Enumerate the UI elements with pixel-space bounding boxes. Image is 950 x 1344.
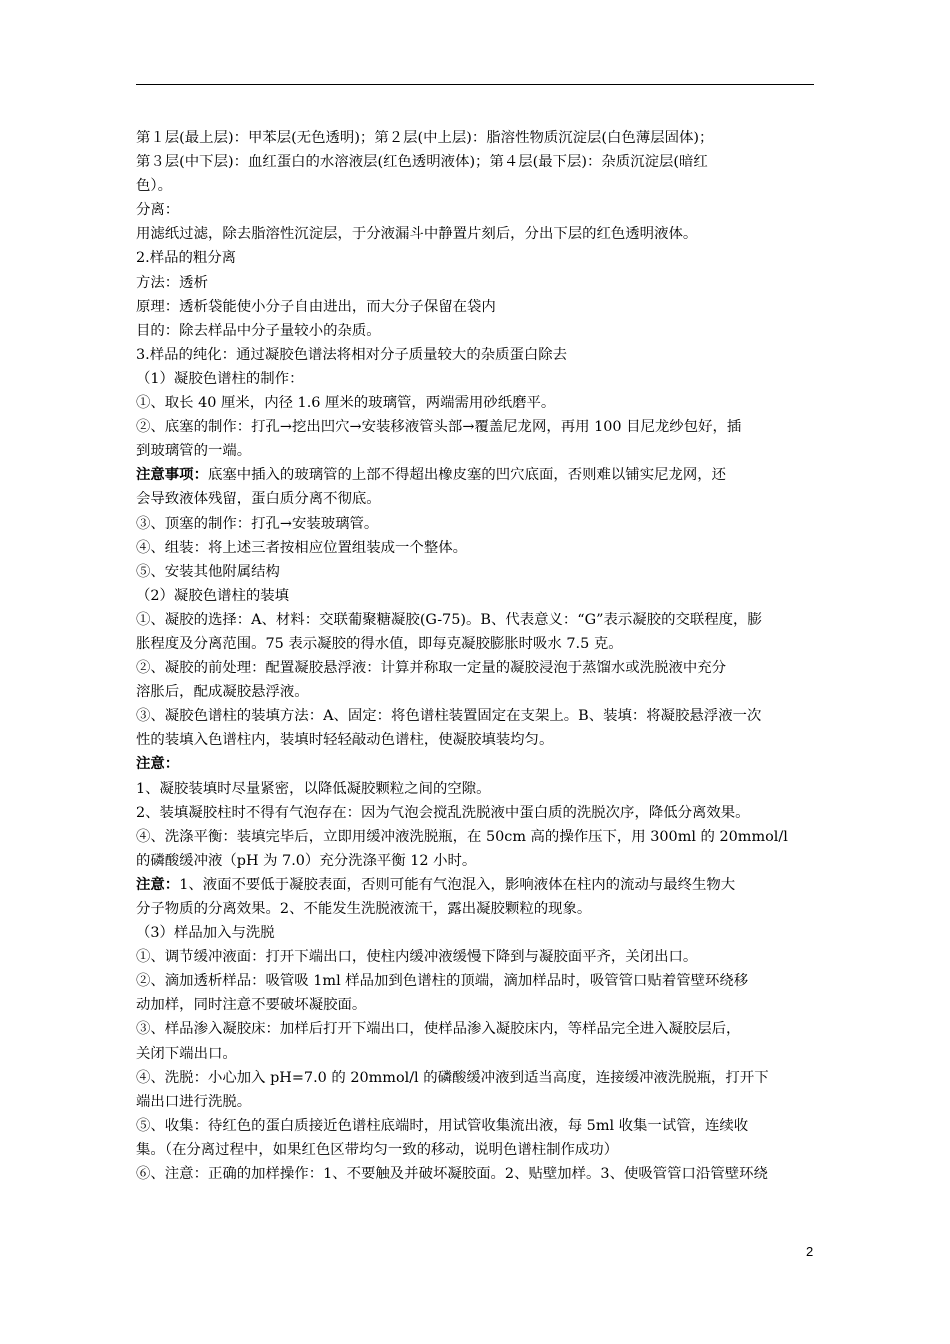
text-line <box>136 1042 816 1066</box>
text-line <box>136 367 816 391</box>
text-line <box>136 873 816 897</box>
header-rule <box>136 84 814 85</box>
line-text: 分离： <box>136 202 180 219</box>
text-line <box>136 1017 816 1041</box>
text-line <box>136 632 816 656</box>
text-line <box>136 126 816 150</box>
line-text: 分子物质的分离效果。2、不能发生洗脱液流干，露出凝胶颗粒的现象。 <box>136 901 592 917</box>
text-line <box>136 777 816 801</box>
line-text: 关闭下端出口。 <box>136 1045 237 1062</box>
text-line <box>136 391 816 415</box>
line-text: ②、滴加透析样品：吸管吸 1ml 样品加到色谱柱的顶端，滴加样品时，吸管管口贴着管壁环绕移 <box>136 973 749 990</box>
text-line <box>136 319 816 343</box>
line-text: （1）凝胶色谱柱的制作： <box>136 370 304 387</box>
line-text: ②、底塞的制作：打孔→挖出凹穴→安装移液管头部→覆盖尼龙网，再用 100 目尼龙纱包好，插 <box>136 419 742 436</box>
text-line <box>136 969 816 993</box>
bold-label: 注意事项： <box>136 466 208 484</box>
text-line <box>136 752 816 776</box>
line-text: 第３层(中下层)：血红蛋白的水溶液层(红色透明液体)；第４层(最下层)：杂质沉淀层(暗红 <box>136 154 708 171</box>
line-text: 原理：透析袋能使小分子自由进出，而大分子保留在袋内 <box>136 298 496 315</box>
text-line <box>136 656 816 680</box>
text-line <box>136 271 816 295</box>
text-line <box>136 222 816 246</box>
line-text: ①、凝胶的选择：A、材料：交联葡聚糖凝胶(G-75)。B、代表意义：“G”表示凝胶的交联程度，膨 <box>136 611 762 628</box>
line-text: 性的装填入色谱柱内，装填时轻轻敲动色谱柱，使凝胶填装均匀。 <box>136 732 554 749</box>
line-text: 会导致液体残留，蛋白质分离不彻底。 <box>136 491 381 508</box>
text-line <box>136 246 816 270</box>
bold-label: 注意： <box>136 755 180 773</box>
line-text: ②、凝胶的前处理：配置凝胶悬浮液：计算并称取一定量的凝胶浸泡于蒸馏水或洗脱液中充分 <box>136 660 727 677</box>
text-line <box>136 801 816 825</box>
line-text: 1、凝胶装填时尽量紧密，以降低凝胶颗粒之间的空隙。 <box>136 780 491 797</box>
line-text: 3.样品的纯化：通过凝胶色谱法将相对分子质量较大的杂质蛋白除去 <box>136 346 568 363</box>
text-line <box>136 1162 816 1186</box>
text-line <box>136 993 816 1017</box>
text-line <box>136 921 816 945</box>
line-text: 2、装填凝胶柱时不得有气泡存在：因为气泡会搅乱洗脱液中蛋白质的洗脱次序，降低分离效果。 <box>136 804 750 821</box>
text-line <box>136 439 816 463</box>
page-number: 2 <box>806 1244 814 1259</box>
text-line <box>136 704 816 728</box>
line-text: 底塞中插入的玻璃管的上部不得超出橡皮塞的凹穴底面，否则难以铺实尼龙网，还 <box>207 467 727 484</box>
bold-label: 注意： <box>136 875 180 893</box>
text-line <box>136 825 816 849</box>
text-line <box>136 680 816 704</box>
document-body <box>136 126 816 1186</box>
line-text: ④、组装：将上述三者按相应位置组装成一个整体。 <box>136 539 467 556</box>
line-text: ⑥、注意：正确的加样操作：1、不要触及并破坏凝胶面。2、贴壁加样。3、使吸管管口沿管壁环绕 <box>136 1166 768 1183</box>
text-line <box>136 174 816 198</box>
text-line <box>136 1066 816 1090</box>
line-text: 色）。 <box>136 178 172 195</box>
line-text: 1、液面不要低于凝胶表面，否则可能有气泡混入，影响液体在柱内的流动与最终生物大 <box>179 876 736 893</box>
text-line <box>136 198 816 222</box>
text-line <box>136 1138 816 1162</box>
line-text: 方法：透析 <box>136 274 208 291</box>
line-text: 端出口进行洗脱。 <box>136 1093 252 1110</box>
text-line <box>136 608 816 632</box>
line-text: 胀程度及分离范围。75 表示凝胶的得水值，即每克凝胶膨胀时吸水 7.5 克。 <box>136 635 623 652</box>
text-line <box>136 849 816 873</box>
text-line <box>136 560 816 584</box>
line-text: ③、顶塞的制作：打孔→安装玻璃管。 <box>136 515 379 532</box>
text-line <box>136 415 816 439</box>
line-text: ③、凝胶色谱柱的装填方法：A、固定：将色谱柱装置固定在支架上。B、装填：将凝胶悬浮液一次 <box>136 708 762 725</box>
text-line <box>136 463 816 487</box>
text-line <box>136 487 816 511</box>
text-line <box>136 536 816 560</box>
line-text: 目的：除去样品中分子量较小的杂质。 <box>136 322 381 339</box>
text-line <box>136 512 816 536</box>
line-text: 溶胀后，配成凝胶悬浮液。 <box>136 684 309 701</box>
line-text: 动加样，同时注意不要破坏凝胶面。 <box>136 997 367 1014</box>
line-text: （2）凝胶色谱柱的装填 <box>136 587 290 604</box>
text-line <box>136 343 816 367</box>
text-line <box>136 1114 816 1138</box>
line-text: 第１层(最上层)：甲苯层(无色透明)；第２层(中上层)：脂溶性物质沉淀层(白色薄层固体)； <box>136 130 714 146</box>
line-text: ④、洗涤平衡：装填完毕后，立即用缓冲液洗脱瓶，在 50cm 高的操作压下，用 300ml 的 20mmol/l <box>136 828 788 845</box>
text-line <box>136 945 816 969</box>
line-text: 2.样品的粗分离 <box>136 250 237 267</box>
line-text: （3）样品加入与洗脱 <box>136 925 275 942</box>
line-text: 用滤纸过滤，除去脂溶性沉淀层，于分液漏斗中静置片刻后，分出下层的红色透明液体。 <box>136 226 698 243</box>
text-line <box>136 897 816 921</box>
line-text: ⑤、收集：待红色的蛋白质接近色谱柱底端时，用试管收集流出液，每 5ml 收集一试管，连续收 <box>136 1117 749 1134</box>
line-text: 集。（在分离过程中，如果红色区带均匀一致的移动，说明色谱柱制作成功） <box>136 1141 619 1158</box>
line-text: ④、洗脱：小心加入 pH=7.0 的 20mmol/l 的磷酸缓冲液到适当高度，连接缓冲液洗脱瓶，打开下 <box>136 1069 769 1086</box>
line-text: 到玻璃管的一端。 <box>136 443 252 460</box>
line-text: ⑤、安装其他附属结构 <box>136 563 280 580</box>
line-text: 的磷酸缓冲液（pH 为 7.0）充分洗涤平衡 12 小时。 <box>136 852 477 869</box>
line-text: ①、取长 40 厘米，内径 1.6 厘米的玻璃管，两端需用砂纸磨平。 <box>136 395 556 412</box>
text-line <box>136 150 816 174</box>
line-text: ③、样品渗入凝胶床：加样后打开下端出口，使样品渗入凝胶床内，等样品完全进入凝胶层后， <box>136 1021 741 1038</box>
text-line <box>136 295 816 319</box>
text-line <box>136 584 816 608</box>
text-line <box>136 728 816 752</box>
line-text: ①、调节缓冲液面：打开下端出口，使柱内缓冲液缓慢下降到与凝胶面平齐，关闭出口。 <box>136 949 698 966</box>
text-line <box>136 1090 816 1114</box>
